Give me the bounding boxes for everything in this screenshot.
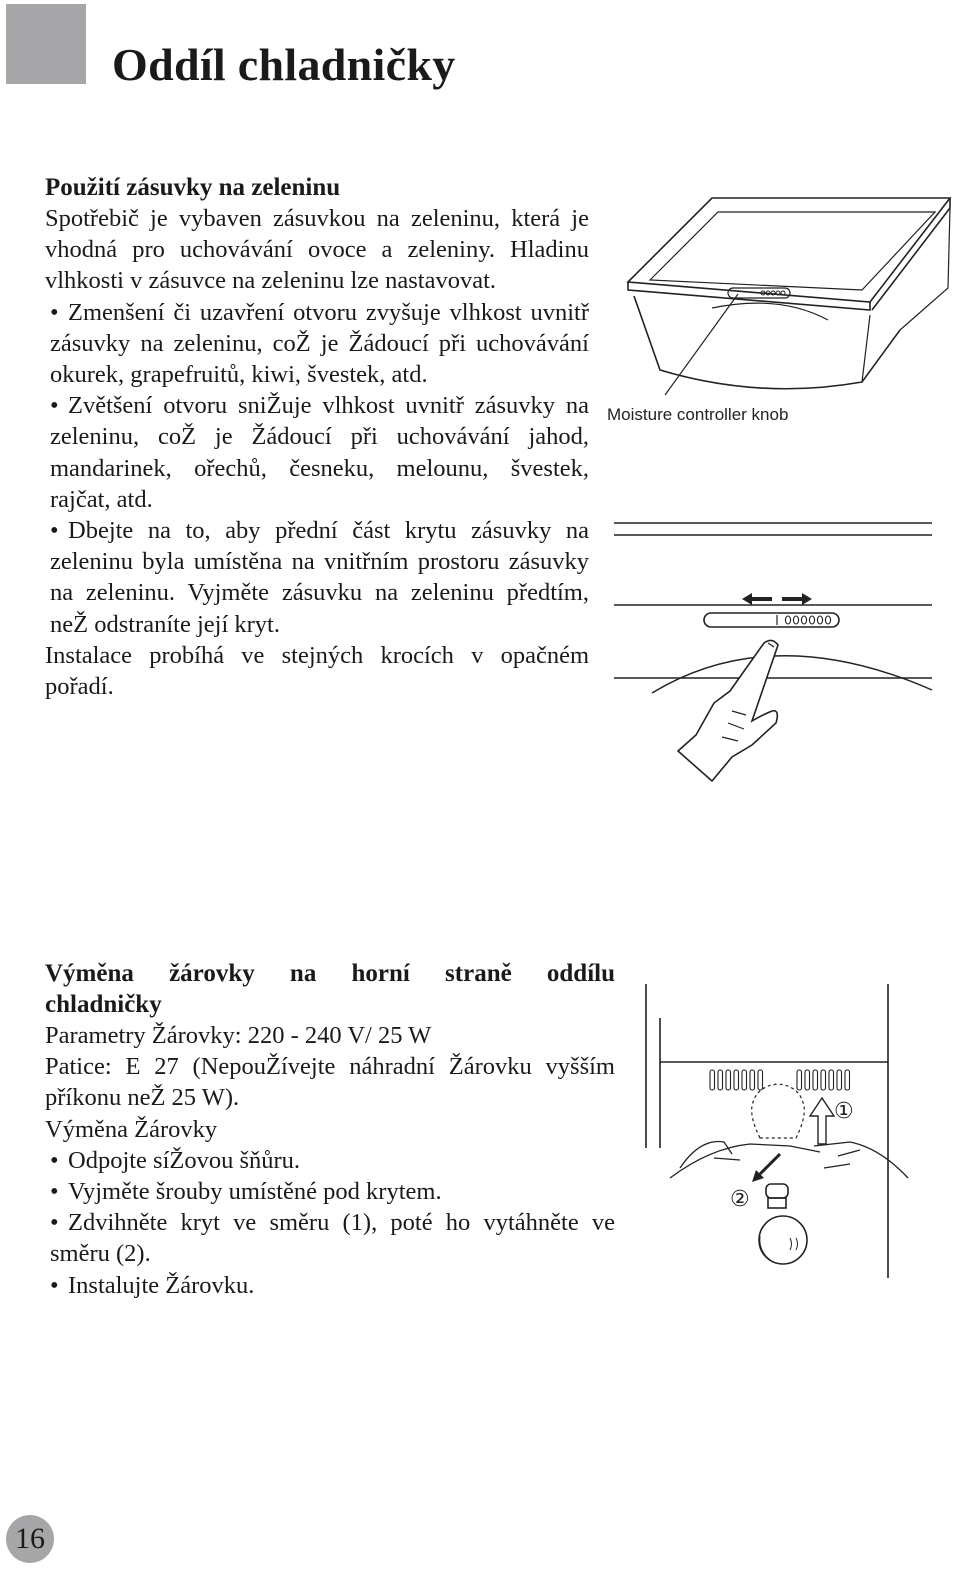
bullet-icon: • (50, 392, 59, 420)
bullet-icon: • (50, 1209, 59, 1237)
moisture-knob-label: Moisture controller knob (607, 405, 789, 424)
bullet-text: Zdvihněte kryt ve směru (1), poté ho vytáhněte ve směru (2). (50, 1209, 615, 1268)
page-number: 16 (6, 1515, 54, 1563)
replacement-heading: Výměna Žárovky (45, 1115, 218, 1143)
bullet-item (45, 1176, 615, 1207)
bullet-item (45, 390, 589, 515)
bullet-item (45, 515, 589, 640)
bullet-icon: • (50, 1178, 59, 1206)
step-1-marker: ① (834, 1099, 854, 1124)
intro-paragraph: Spotřebič je vybaven zásuvkou na zeleninu, která je vhodná pro uchovávání ovoce a zeleniny. Hladinu vlhkosti v zásuvce na zeleninu lze nastavovat. (45, 205, 589, 295)
bullet-text: Zvětšení otvoru sniŽuje vlhkost uvnitř zásuvky na zeleninu, coŽ je Žádoucí při uchovávání jahod, mandarinek, ořechů, česneku, melounu, švestek, rajčat, atd. (50, 392, 589, 513)
bullet-icon: • (50, 517, 59, 545)
moisture-knob-illustration (612, 515, 937, 790)
socket-info: Patice: E 27 (NepouŽívejte náhradní Žárovku vyšším příkonu neŽ 25 W). (45, 1053, 615, 1112)
bullet-item (45, 1270, 615, 1301)
bullet-text: Vyjměte šrouby umístěné pod krytem. (68, 1178, 442, 1206)
heading-line-2: chladničky (45, 991, 162, 1018)
page-title: Oddíl chladničky (112, 39, 456, 90)
corner-block (6, 4, 86, 84)
bullet-icon: • (50, 1146, 59, 1174)
section-bulb-replacement (45, 958, 615, 1301)
bullet-item (45, 1145, 615, 1176)
bullet-text: Odpojte síŽovou šňůru. (68, 1146, 301, 1174)
section-heading: Použití zásuvky na zeleninu (45, 174, 341, 201)
step-2-marker: ② (730, 1187, 750, 1212)
bullet-text: Instalujte Žárovku. (68, 1271, 255, 1299)
bulb-parameters: Parametry Žárovky: 220 - 240 V/ 25 W (45, 1022, 432, 1049)
bullet-icon: • (50, 1271, 59, 1299)
drawer-illustration (600, 190, 955, 430)
closing-paragraph: Instalace probíhá ve stejných krocích v opačném pořadí. (45, 641, 589, 701)
bullet-item (45, 297, 589, 391)
bullet-text: Dbejte na to, aby přední část krytu zásuvky na zeleninu byla umístěna na vnitřním prostoru zásuvky na zeleninu. Vyjměte zásuvku na zeleninu předtím, neŽ odstraníte její kryt. (50, 517, 589, 638)
heading-line-1: Výměna žárovky na horní straně oddílu (45, 960, 615, 987)
bullet-text: Zmenšení či uzavření otvoru zvyšuje vlhkost uvnitř zásuvky na zeleninu, coŽ je Žádoucí při uchovávání okurek, grapefruitů, kiwi, švestek, atd. (50, 298, 589, 389)
bulb-replacement-illustration (640, 978, 915, 1288)
bullet-item (45, 1207, 615, 1269)
section-vegetable-drawer (45, 172, 589, 702)
section-heading (45, 958, 615, 1020)
bullet-icon: • (50, 298, 59, 326)
